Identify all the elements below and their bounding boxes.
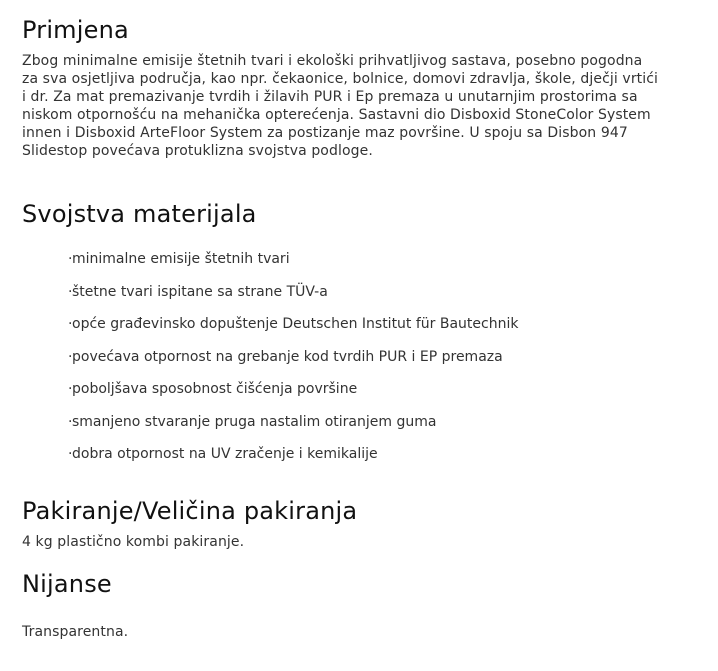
list-item: [68, 283, 628, 316]
bullet-dot: ·: [68, 446, 73, 462]
primjena-heading: Primjena: [22, 16, 129, 44]
bullet-dot: ·: [68, 413, 73, 430]
section-primjena: [22, 16, 662, 160]
section-svojstva-materijala: [22, 200, 519, 462]
primjena-text: Zbog minimalne emisije štetnih tvari i ekološki prihvatljivog sastava, posebno pogodna za sva osjetljiva područja, kao npr. čekaonice, bolnice, domovi zdravlja, škole, dječji vrtići i dr. Za mat premazivanje tvrdih i žilavih PUR i Ep premaza u unutarnjim prostorima sa niskom otpornošću na mehanička opterećenja. Sastavni dio Disboxid StoneColor System innen i Disboxid ArteFloor System za postizanje maz površine. U spoju sa Disbon 947 Slidestop povećava protuklizna svojstva podloge.: [22, 53, 659, 159]
list-item-text: dobra otpornost na UV zračenje i kemikalije: [72, 446, 378, 462]
list-item: [68, 348, 628, 381]
list-item: [68, 380, 628, 413]
list-item-text: smanjeno stvaranje pruga nastalim otiranjem guma: [72, 413, 437, 430]
svojstva-heading: Svojstva materijala: [22, 200, 257, 228]
bullet-dot: ·: [68, 348, 73, 365]
pakiranje-heading: Pakiranje/Veličina pakiranja: [22, 497, 358, 525]
features-list: [68, 250, 628, 478]
nijanse-heading: Nijanse: [22, 570, 112, 598]
pakiranje-text: 4 kg plastično kombi pakiranje.: [22, 534, 245, 550]
bullet-dot: ·: [68, 381, 73, 397]
list-item-text: štetne tvari ispitane sa strane TÜV-a: [72, 283, 328, 300]
list-item-text: opće građevinsko dopuštenje Deutschen Institut für Bautechnik: [72, 316, 519, 332]
list-item: [68, 250, 628, 283]
nijanse-text: Transparentna.: [22, 624, 129, 640]
bullet-dot: ·: [68, 251, 73, 267]
bullet-dot: ·: [68, 283, 73, 300]
list-item: [68, 413, 628, 446]
list-item-text: poboljšava sposobnost čišćenja površine: [72, 381, 358, 397]
list-item: [68, 445, 628, 478]
list-item-text: povećava otpornost na grebanje kod tvrdih PUR i EP premaza: [72, 348, 503, 365]
section-pakiranje: [22, 497, 357, 551]
section-nijanse: [22, 570, 128, 641]
list-item-text: minimalne emisije štetnih tvari: [72, 251, 290, 267]
list-item: [68, 315, 628, 348]
bullet-dot: ·: [68, 316, 73, 332]
